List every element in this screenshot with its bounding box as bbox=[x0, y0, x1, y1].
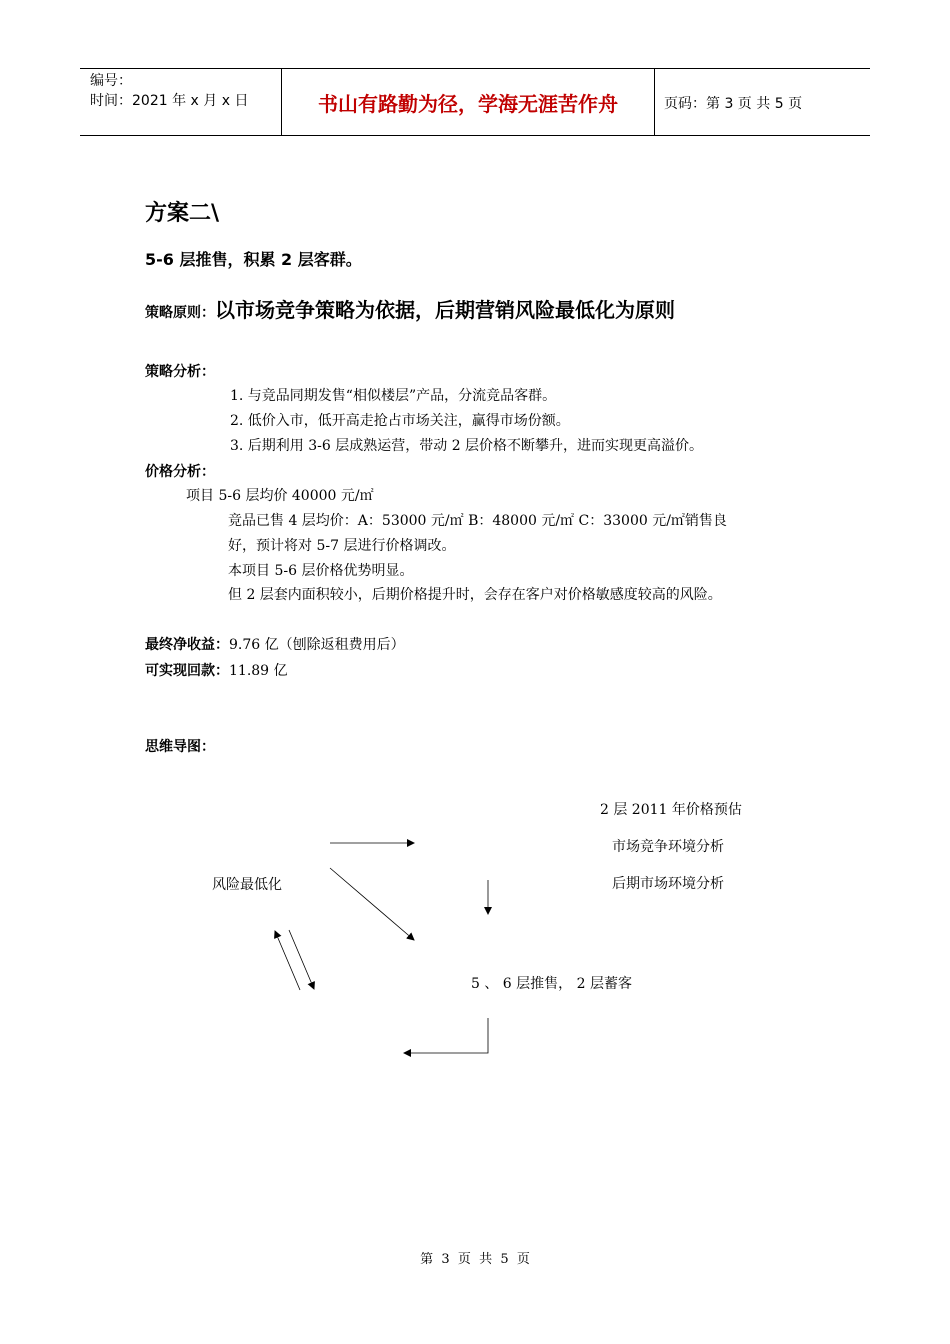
arrow-diagonal bbox=[330, 868, 414, 940]
mindmap-label: 思维导图： bbox=[145, 739, 215, 755]
price-line: 项目 5-6 层均价 40000 元/㎡ bbox=[186, 488, 374, 504]
mindmap-node-center: 5 、 6 层推售， 2 层蓄客 bbox=[471, 976, 632, 992]
mindmap-node-competition: 市场竞争环境分析 bbox=[612, 839, 724, 855]
header-time: 时间：2021 年 x 月 x 日 bbox=[90, 93, 249, 109]
price-label: 价格分析： bbox=[145, 464, 215, 480]
strategy-item: 1. 与竞品同期发售“相似楼层”产品，分流竞品客群。 bbox=[230, 388, 557, 404]
mindmap-node-risk: 风险最低化 bbox=[212, 877, 282, 893]
page-subtitle: 5-6 层推售，积累 2 层客群。 bbox=[145, 250, 362, 269]
mindmap-node-price-estimate: 2 层 2011 年价格预估 bbox=[600, 802, 742, 818]
refund-label: 可实现回款： bbox=[145, 663, 229, 679]
principle-value: 以市场竞争策略为依据，后期营销风险最低化为原则 bbox=[215, 298, 675, 322]
header-page-info: 页码：第 3 页 共 5 页 bbox=[664, 96, 803, 112]
price-line: 好，预计将对 5-7 层进行价格调改。 bbox=[228, 538, 456, 554]
refund-value: 11.89 亿 bbox=[229, 663, 288, 679]
price-line: 本项目 5-6 层价格优势明显。 bbox=[228, 563, 414, 579]
strategy-item: 2. 低价入市，低开高走抢占市场关注，赢得市场份额。 bbox=[230, 413, 570, 429]
arrow-down-right bbox=[289, 930, 314, 989]
net-income-value: 9.76 亿（刨除返租费用后） bbox=[229, 637, 405, 653]
strategy-label: 策略分析： bbox=[145, 364, 215, 380]
principle-label: 策略原则： bbox=[145, 305, 215, 321]
page-footer: 第 3 页 共 5 页 bbox=[420, 1252, 530, 1267]
net-income-label: 最终净收益： bbox=[145, 637, 229, 653]
header-number: 编号： bbox=[90, 73, 132, 89]
arrow-up-left bbox=[275, 931, 300, 990]
arrow-elbow bbox=[404, 1018, 488, 1053]
page-title: 方案二\ bbox=[145, 201, 220, 226]
strategy-item: 3. 后期利用 3-6 层成熟运营，带动 2 层价格不断攀升，进而实现更高溢价。 bbox=[230, 438, 704, 454]
header-motto: 书山有路勤为径，学海无涯苦作舟 bbox=[318, 91, 618, 116]
price-line: 竞品已售 4 层均价：A：53000 元/㎡ B：48000 元/㎡ C：33000 元/㎡销售良 bbox=[228, 513, 727, 529]
mindmap-node-future-market: 后期市场环境分析 bbox=[612, 876, 724, 892]
price-line: 但 2 层套内面积较小，后期价格提升时，会存在客户对价格敏感度较高的风险。 bbox=[228, 587, 722, 603]
